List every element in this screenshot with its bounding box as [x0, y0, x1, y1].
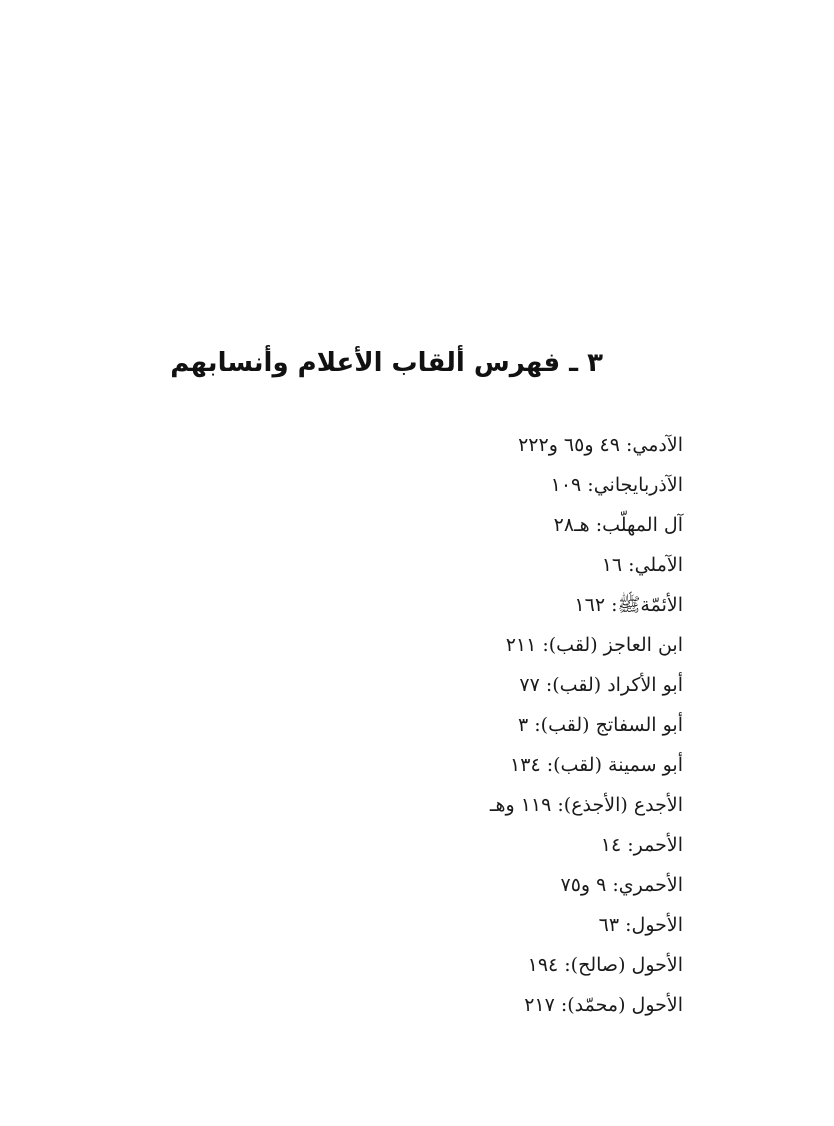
- index-entry: الأجدع (الأجذع): ١١٩ وهـ: [489, 794, 683, 816]
- index-entry-list: [490, 425, 683, 1025]
- index-title: ٣ ـ فهرس ألقاب الأعلام وأنسابهم: [170, 348, 603, 378]
- index-entry: الأئمّةﷺ: ١٦٢: [574, 594, 683, 616]
- index-entry: الأحول (محمّد): ٢١٧: [524, 994, 683, 1016]
- index-entry: آل المهلّب: هـ٢٨: [553, 514, 683, 536]
- index-entry: الآدمي: ٤٩ و٦٥ و٢٢٢: [518, 434, 683, 456]
- index-entry: الأحول (صالح): ١٩٤: [527, 954, 683, 976]
- index-entry: الأحمر: ١٤: [600, 834, 683, 856]
- index-entry: الأحول: ٦٣: [598, 914, 683, 936]
- index-entry: أبو سمينة (لقب): ١٣٤: [510, 754, 683, 776]
- index-entry: الآذربايجاني: ١٠٩: [550, 474, 683, 496]
- index-entry: الآملي: ١٦: [601, 554, 683, 576]
- index-entry: ابن العاجز (لقب): ٢١١: [505, 634, 683, 656]
- index-entry: أبو الأكراد (لقب): ٧٧: [519, 674, 683, 696]
- index-entry: أبو السفاتج (لقب): ٣: [518, 714, 683, 736]
- index-entry: الأحمري: ٩ و٧٥: [560, 874, 683, 896]
